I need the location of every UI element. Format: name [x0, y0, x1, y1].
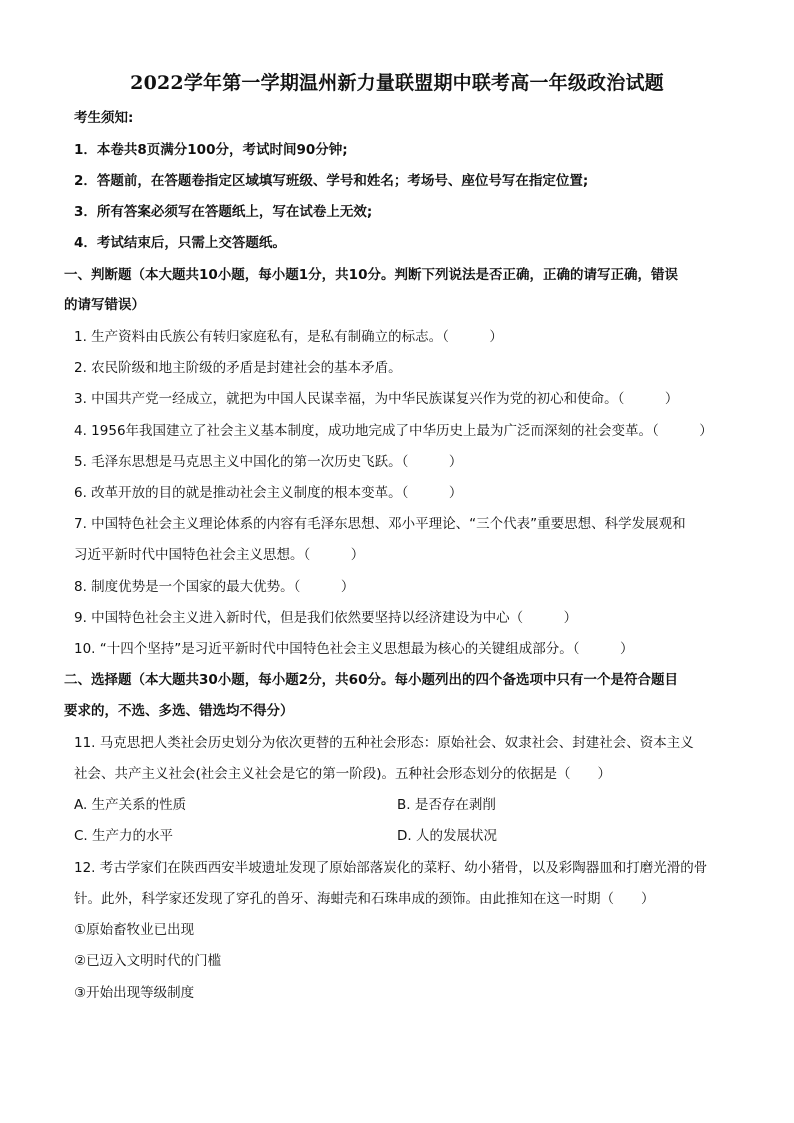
notice-heading: 考生须知: — [74, 110, 134, 126]
q11-option-d: D. 人的发展状况 — [397, 828, 497, 844]
notice-item-1: 1．本卷共8页满分100分，考试时间90分钟; — [74, 142, 348, 158]
notice-item-3: 3．所有答案必须写在答题纸上，写在试卷上无效; — [74, 204, 373, 220]
question-11: 11. 马克思把人类社会历史划分为依次更替的五种社会形态：原始社会、奴隶社会、封建社会、资本主义 — [74, 735, 694, 751]
question-10: 10. “十四个坚持”是习近平新时代中国特色社会主义思想最为核心的关键组成部分。（ ） — [74, 641, 634, 657]
question-12: 12. 考古学家们在陕西西安半坡遗址发现了原始部落炭化的菜籽、幼小猪骨，以及彩陶器皿和打磨光滑的骨 — [74, 860, 708, 876]
question-1: 1. 生产资料由氏族公有转归家庭私有，是私有制确立的标志。（ ） — [74, 329, 503, 345]
notice-item-2: 2．答题前，在答题卷指定区域填写班级、学号和姓名；考场号、座位号写在指定位置; — [74, 173, 589, 189]
question-3: 3. 中国共产党一经成立，就把为中国人民谋幸福，为中华民族谋复兴作为党的初心和使命。（ ） — [74, 391, 679, 407]
question-6: 6. 改革开放的目的就是推动社会主义制度的根本变革。（ ） — [74, 485, 463, 501]
question-5: 5. 毛泽东思想是马克思主义中国化的第一次历史飞跃。（ ） — [74, 454, 463, 470]
q12-statement-3: ③开始出现等级制度 — [74, 985, 195, 1001]
q12-statement-2: ②已迈入文明时代的门槛 — [74, 953, 222, 969]
question-4: 4. 1956年我国建立了社会主义基本制度，成功地完成了中华历史上最为广泛而深刻的社会变革。（ ） — [74, 423, 713, 439]
question-8: 8. 制度优势是一个国家的最大优势。（ ） — [74, 579, 355, 595]
question-12-cont: 针。此外，科学家还发现了穿孔的兽牙、海蚶壳和石珠串成的颈饰。由此推知在这一时期（ ） — [74, 891, 655, 907]
page-title: 2022学年第一学期温州新力量联盟期中联考高一年级政治试题 — [130, 72, 664, 94]
q11-option-a: A. 生产关系的性质 — [74, 797, 187, 813]
section1-heading: 一、判断题（本大题共10小题，每小题1分，共10分。判断下列说法是否正确，正确的请写正确，错误 — [64, 267, 678, 283]
notice-item-4: 4．考试结束后，只需上交答题纸。 — [74, 235, 286, 251]
section2-heading: 二、选择题（本大题共30小题，每小题2分，共60分。每小题列出的四个备选项中只有一个是符合题目 — [64, 672, 678, 688]
question-11-cont: 社会、共产主义社会(社会主义社会是它的第一阶段)。五种社会形态划分的依据是（ ） — [74, 766, 612, 782]
q12-statement-1: ①原始畜牧业已出现 — [74, 922, 195, 938]
q11-option-b: B. 是否存在剥削 — [397, 797, 496, 813]
question-7: 7. 中国特色社会主义理论体系的内容有毛泽东思想、邓小平理论、“三个代表”重要思想、科学发展观和 — [74, 516, 686, 532]
q11-option-c: C. 生产力的水平 — [74, 828, 174, 844]
section1-heading-cont: 的请写错误） — [64, 297, 145, 313]
question-9: 9. 中国特色社会主义进入新时代，但是我们依然要坚持以经济建设为中心（ ） — [74, 610, 578, 626]
question-7-cont: 习近平新时代中国特色社会主义思想。（ ） — [74, 547, 365, 563]
question-2: 2. 农民阶级和地主阶级的矛盾是封建社会的基本矛盾。 — [74, 360, 402, 376]
section2-heading-cont: 要求的，不选、多选、错选均不得分） — [64, 703, 294, 719]
